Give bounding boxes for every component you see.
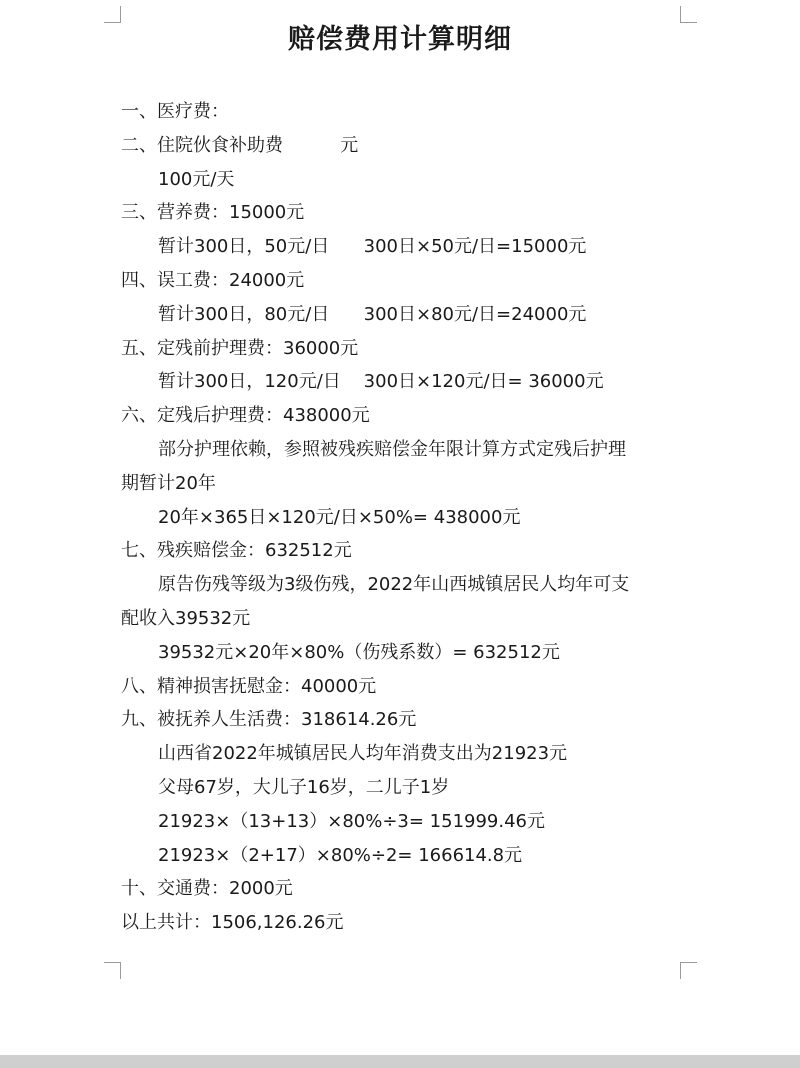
document-line: 暂计300日，120元/日 300日×120元/日= 36000元 (158, 371, 604, 393)
document-line: 100元/天 (158, 168, 235, 190)
document-line: 五、定残前护理费：36000元 (121, 337, 359, 359)
document-line: 21923×（13+13）×80%÷3= 151999.46元 (158, 810, 545, 832)
document-line: 期暂计20年 (121, 472, 216, 494)
window-bottom-bar (0, 1055, 800, 1068)
document-line: 十、交通费：2000元 (121, 878, 293, 900)
document-line: 39532元×20年×80%（伤残系数）= 632512元 (158, 641, 560, 663)
document-line: 二、住院伙食补助费 元 (121, 134, 359, 156)
document-line: 四、误工费：24000元 (121, 270, 305, 291)
document-line: 部分护理依赖，参照被残疾赔偿金年限计算方式定残后护理 (158, 439, 626, 460)
document-line: 三、营养费：15000元 (121, 202, 305, 224)
document-line: 暂计300日，50元/日 300日×50元/日=15000元 (158, 236, 587, 258)
page-corner-mark-bottom-left (104, 962, 121, 979)
page-corner-mark-bottom-right (680, 962, 697, 979)
document-line: 八、精神损害抚慰金：40000元 (121, 675, 377, 697)
document-line: 父母67岁，大儿子16岁，二儿子1岁 (158, 777, 450, 798)
document-line: 以上共计：1506,126.26元 (121, 912, 344, 934)
document-line: 20年×365日×120元/日×50%= 438000元 (158, 506, 521, 528)
document-title: 赔偿费用计算明细 (288, 24, 512, 55)
document-line: 21923×（2+17）×80%÷2= 166614.8元 (158, 844, 523, 866)
document-line: 配收入39532元 (121, 608, 251, 629)
document-line: 山西省2022年城镇居民人均年消费支出为21923元 (158, 743, 568, 765)
document-line: 暂计300日，80元/日 300日×80元/日=24000元 (158, 303, 587, 325)
document-line: 七、残疾赔偿金：632512元 (121, 540, 352, 562)
document-line: 六、定残后护理费：438000元 (121, 405, 370, 427)
document-line: 九、被抚养人生活费：318614.26元 (121, 709, 417, 731)
document-line: 一、医疗费： (121, 101, 229, 122)
document-line: 原告伤残等级为3级伤残，2022年山西城镇居民人均年可支 (158, 574, 630, 596)
